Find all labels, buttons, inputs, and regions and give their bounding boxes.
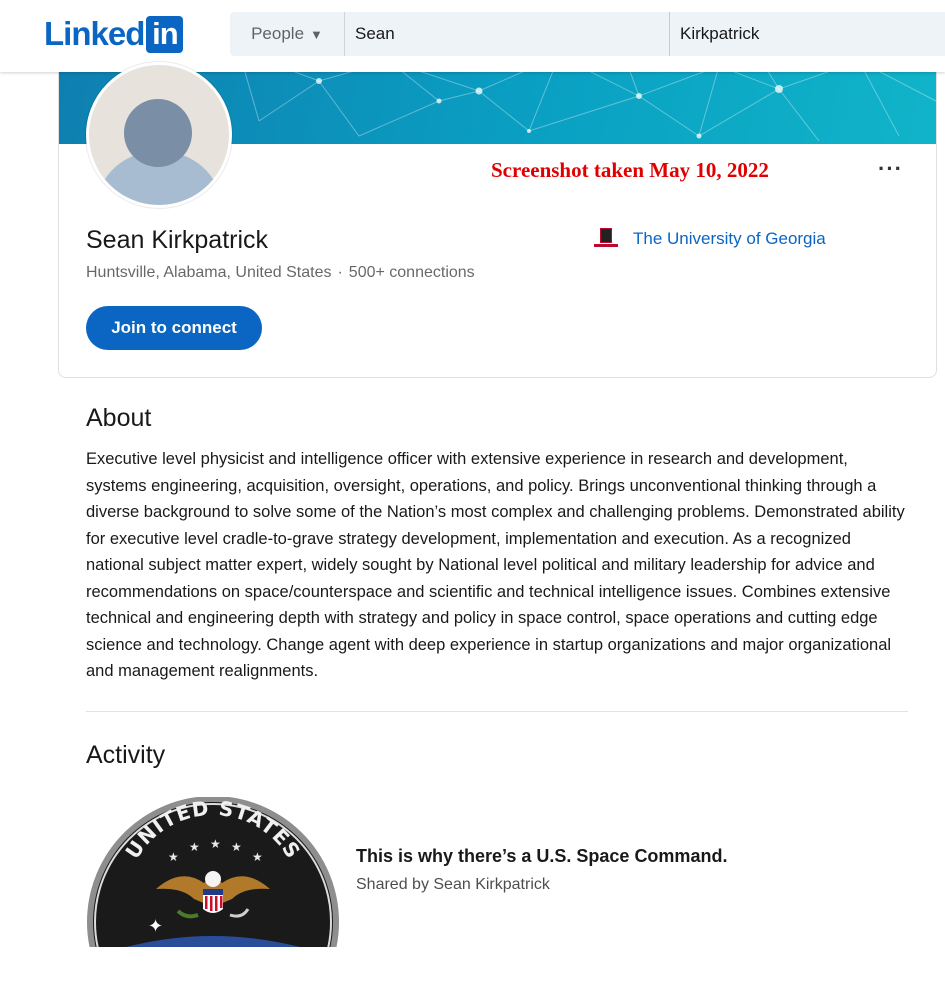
space-command-seal-image	[86, 797, 340, 947]
seal-text: UNITED STATES	[120, 797, 306, 864]
svg-text:★: ★	[168, 850, 179, 864]
search-category-label: People	[251, 24, 305, 43]
education-link[interactable]	[593, 228, 826, 250]
svg-text:★: ★	[252, 850, 263, 864]
about-heading: About	[86, 404, 152, 432]
avatar-head	[124, 99, 192, 167]
svg-text:★: ★	[189, 840, 200, 854]
logo-badge: in	[146, 16, 183, 53]
post-subtitle: Shared by Sean Kirkpatrick	[356, 876, 550, 893]
svg-text:✦: ✦	[148, 916, 164, 937]
separator-dot: ·	[337, 264, 343, 281]
screenshot-date-note: Screenshot taken May 10, 2022	[491, 158, 769, 182]
about-text: Executive level physicist and intelligence officer with extensive experience in research and development, systems engineering, acquisition, oversight, operations, and policy. Brings unconventional thinking through a diverse background to solve some of the Nation’s most complex and challenging problems. Demonstrated ability for executive level cradle-to-grave strategy development, implementation and execution. As a recognized national subject matter expert, widely sought by National level political and military leadership for advice and recommendations on space/counterspace and scientific and technical intelligence issues. Combines extensive technical and engineering depth with strategy and policy in space control, space operations and cutting edge science and technology. Change agent with deep experience in startup organizations and major organizational and management realignments.	[86, 450, 905, 680]
linkedin-logo[interactable]	[44, 15, 183, 53]
search-category-dropdown[interactable]	[230, 12, 345, 56]
school-name: The University of Georgia	[633, 229, 826, 248]
more-options-icon[interactable]: ···	[878, 156, 903, 181]
first-name-input[interactable]	[345, 12, 670, 56]
caret-down-icon: ▼	[310, 26, 323, 42]
profile-location: Huntsville, Alabama, United States	[86, 264, 332, 281]
last-name-input[interactable]	[670, 12, 945, 56]
profile-connections: 500+ connections	[348, 264, 475, 281]
logo-wordmark: Linked	[44, 15, 145, 52]
join-to-connect-button[interactable]: Join to connect	[86, 306, 262, 350]
section-divider	[86, 711, 908, 712]
svg-text:★: ★	[231, 840, 242, 854]
activity-post-image[interactable]	[86, 797, 340, 947]
university-logo-icon	[593, 228, 619, 250]
people-search-bar	[230, 12, 945, 56]
profile-location-line	[86, 264, 475, 282]
svg-text:★: ★	[210, 837, 221, 851]
profile-avatar	[86, 62, 232, 208]
top-nav	[0, 0, 945, 72]
post-title[interactable]: This is why there’s a U.S. Space Command.	[356, 846, 728, 866]
first-name-value: Sean	[355, 24, 395, 43]
last-name-value: Kirkpatrick	[680, 24, 760, 43]
profile-name: Sean Kirkpatrick	[86, 226, 269, 254]
activity-heading: Activity	[86, 741, 166, 769]
